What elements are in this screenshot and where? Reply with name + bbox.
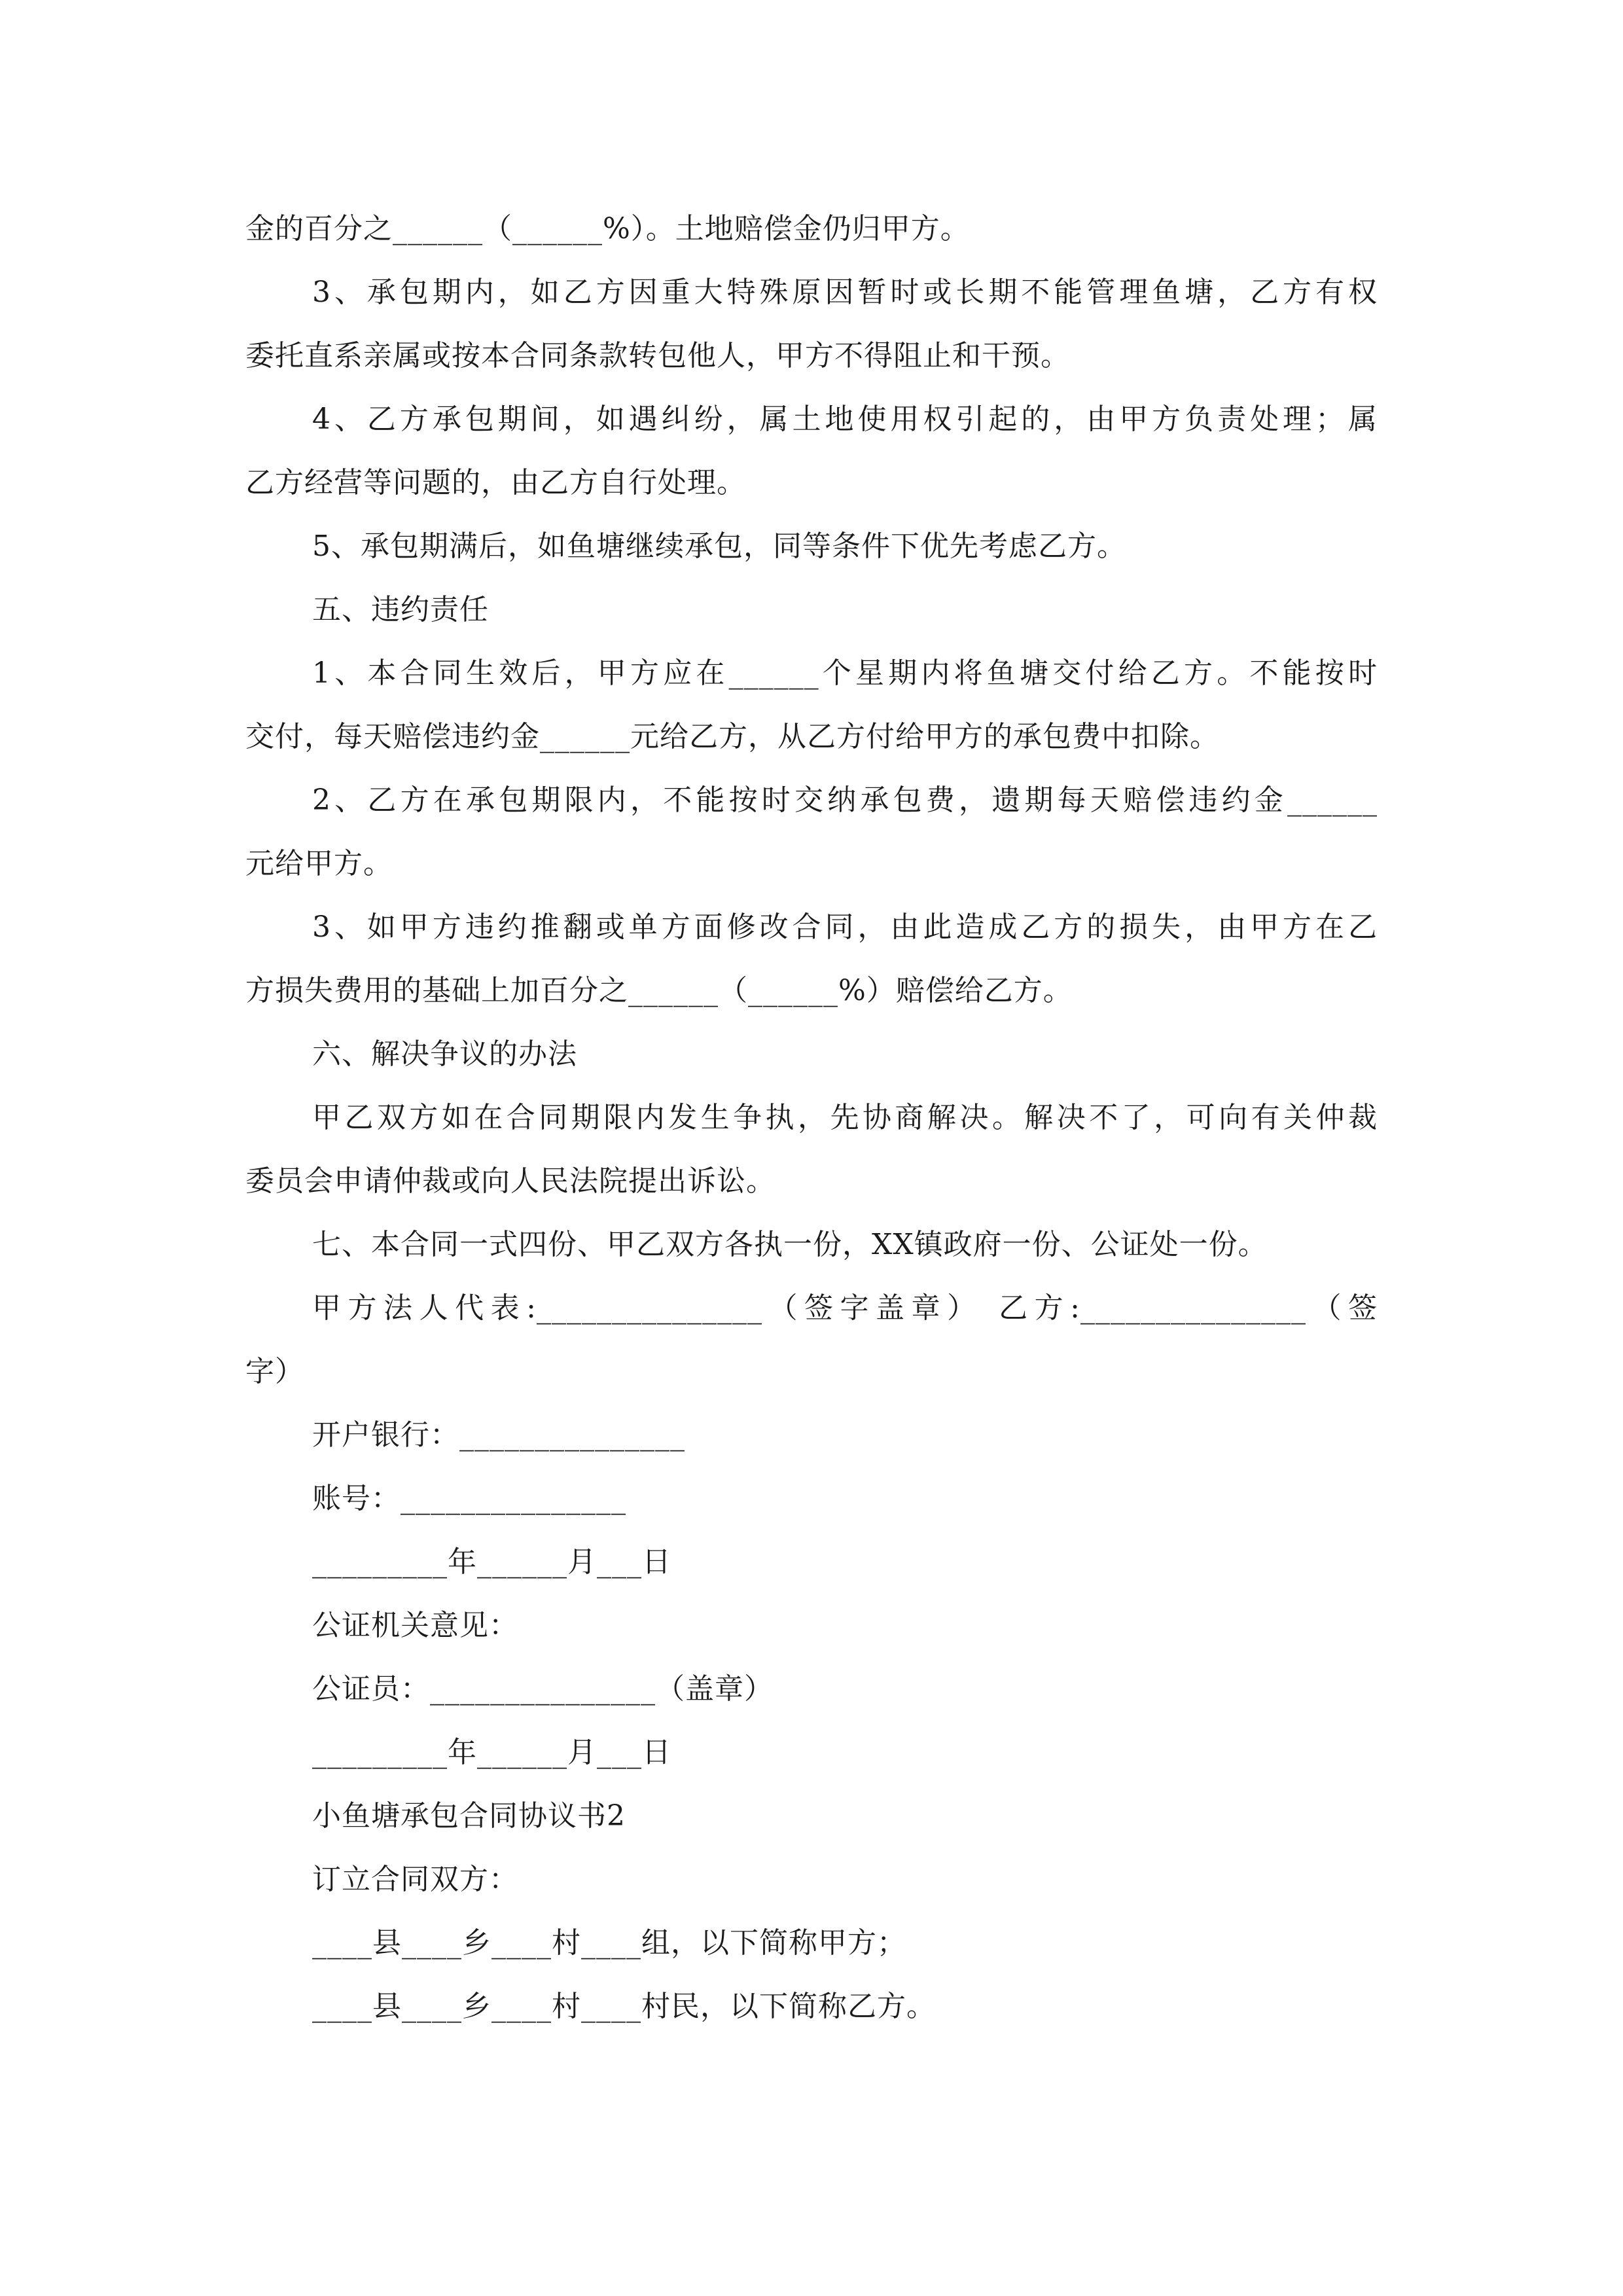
text-line: 3、承包期内，如乙方因重大特殊原因暂时或长期不能管理鱼塘，乙方有权 [312,276,1378,309]
text-line: 2、乙方在承包期限内，不能按时交纳承包费，遗期每天赔偿违约金______ [312,783,1378,817]
notary-line: 公证员：_______________（盖章） [312,1672,774,1706]
text-line: 字） [245,1355,304,1388]
text-line: 订立合同双方： [312,1863,518,1896]
text-line: 1、本合同生效后，甲方应在______个星期内将鱼塘交付给乙方。不能按时 [312,656,1378,690]
text-line: 乙方经营等问题的，由乙方自行处理。 [245,466,746,499]
text-line: 5、承包期满后，如鱼塘继续承包，同等条件下优先考虑乙方。 [312,529,1126,563]
signature-line: 甲方法人代表:_______________（签字盖章） 乙方:_______________（签 [312,1291,1378,1325]
text-line: 委员会申请仲裁或向人民法院提出诉讼。 [245,1164,776,1198]
date-line: _________年______月___日 [312,1545,671,1579]
text-line: 金的百分之______（______%）。土地赔偿金仍归甲方。 [245,212,970,245]
text-line: 3、如甲方违约推翻或单方面修改合同，由此造成乙方的损失，由甲方在乙 [312,910,1378,944]
notary-opinion-label: 公证机关意见： [312,1609,518,1642]
account-line: 账号：_______________ [312,1482,626,1515]
party-a-line: ____县____乡____村____组，以下简称甲方； [312,1926,906,1960]
text-line: 4、乙方承包期间，如遇纠纷，属土地使用权引起的，由甲方负责处理；属 [312,403,1378,436]
text-line: 七、本合同一式四份、甲乙双方各执一份，XX镇政府一份、公证处一份。 [312,1228,1268,1261]
bank-line: 开户银行：_______________ [312,1418,685,1452]
date-line: _________年______月___日 [312,1736,671,1769]
text-line: 委托直系亲属或按本合同条款转包他人，甲方不得阻止和干预。 [245,339,1070,372]
party-b-line: ____县____乡____村____村民，以下简称乙方。 [312,1990,936,2023]
section-heading: 六、解决争议的办法 [312,1037,577,1071]
text-line: 方损失费用的基础上加百分之______（______%）赔偿给乙方。 [245,974,1073,1007]
document-title: 小鱼塘承包合同协议书2 [312,1799,626,1833]
text-line: 元给甲方。 [245,847,393,880]
text-line: 甲乙双方如在合同期限内发生争执，先协商解决。解决不了，可向有关仲裁 [312,1101,1378,1134]
text-line: 交付，每天赔偿违约金______元给乙方，从乙方付给甲方的承包费中扣除。 [245,720,1219,753]
section-heading: 五、违约责任 [312,593,489,626]
